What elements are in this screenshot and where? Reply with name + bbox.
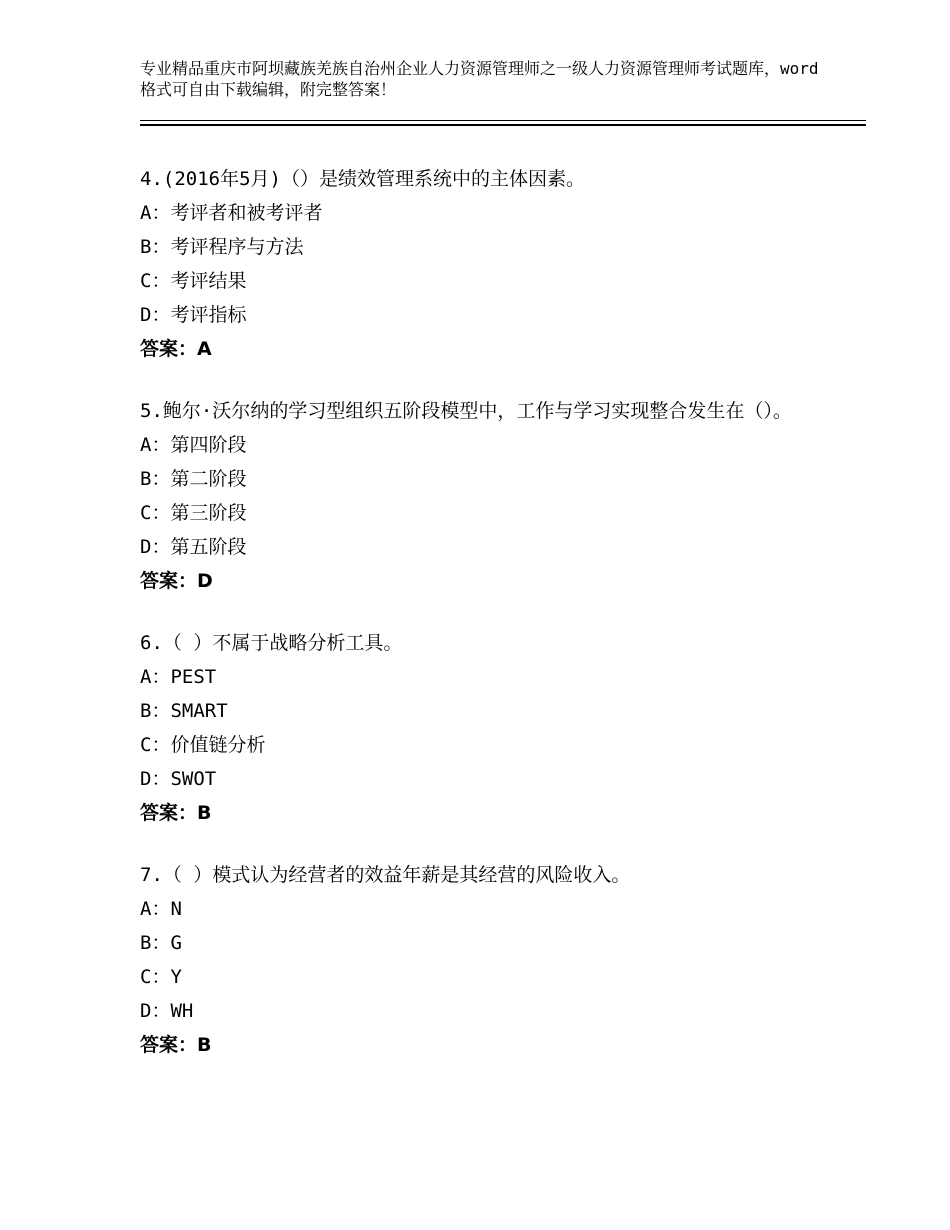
option-c: C：考评结果 <box>140 270 247 292</box>
option-d: D：第五阶段 <box>140 536 247 558</box>
question-7 <box>140 858 840 1062</box>
answer-label: 答案：B <box>140 802 212 824</box>
question-stem: 6.（ ）不属于战略分析工具。 <box>140 632 403 654</box>
option-c: C：Y <box>140 966 182 988</box>
option-a: A：第四阶段 <box>140 434 247 456</box>
question-stem: 4.(2016年5月)（）是绩效管理系统中的主体因素。 <box>140 168 585 190</box>
answer-label: 答案：D <box>140 570 213 592</box>
option-b: B：第二阶段 <box>140 468 247 490</box>
option-b: B：G <box>140 932 182 954</box>
question-4 <box>140 162 840 366</box>
question-5 <box>140 394 840 598</box>
question-stem: 7.（ ）模式认为经营者的效益年薪是其经营的风险收入。 <box>140 864 631 886</box>
option-b: B：考评程序与方法 <box>140 236 304 258</box>
header-divider <box>140 120 866 126</box>
option-a: A：考评者和被考评者 <box>140 202 323 224</box>
answer-label: 答案：B <box>140 1034 212 1056</box>
option-c: C：第三阶段 <box>140 502 247 524</box>
document-title: 专业精品重庆市阿坝藏族羌族自治州企业人力资源管理师之一级人力资源管理师考试题库，word格式可自由下载编辑，附完整答案！ <box>140 59 819 99</box>
document-header <box>140 58 820 100</box>
question-list <box>140 162 840 1090</box>
option-c: C：价值链分析 <box>140 734 266 756</box>
option-d: D：SWOT <box>140 768 217 790</box>
question-stem: 5.鲍尔·沃尔纳的学习型组织五阶段模型中，工作与学习实现整合发生在（）。 <box>140 400 792 422</box>
option-d: D：考评指标 <box>140 304 247 326</box>
answer-label: 答案：A <box>140 338 212 360</box>
option-b: B：SMART <box>140 700 228 722</box>
option-a: A：PEST <box>140 666 217 688</box>
option-a: A：N <box>140 898 182 920</box>
question-6 <box>140 626 840 830</box>
option-d: D：WH <box>140 1000 194 1022</box>
